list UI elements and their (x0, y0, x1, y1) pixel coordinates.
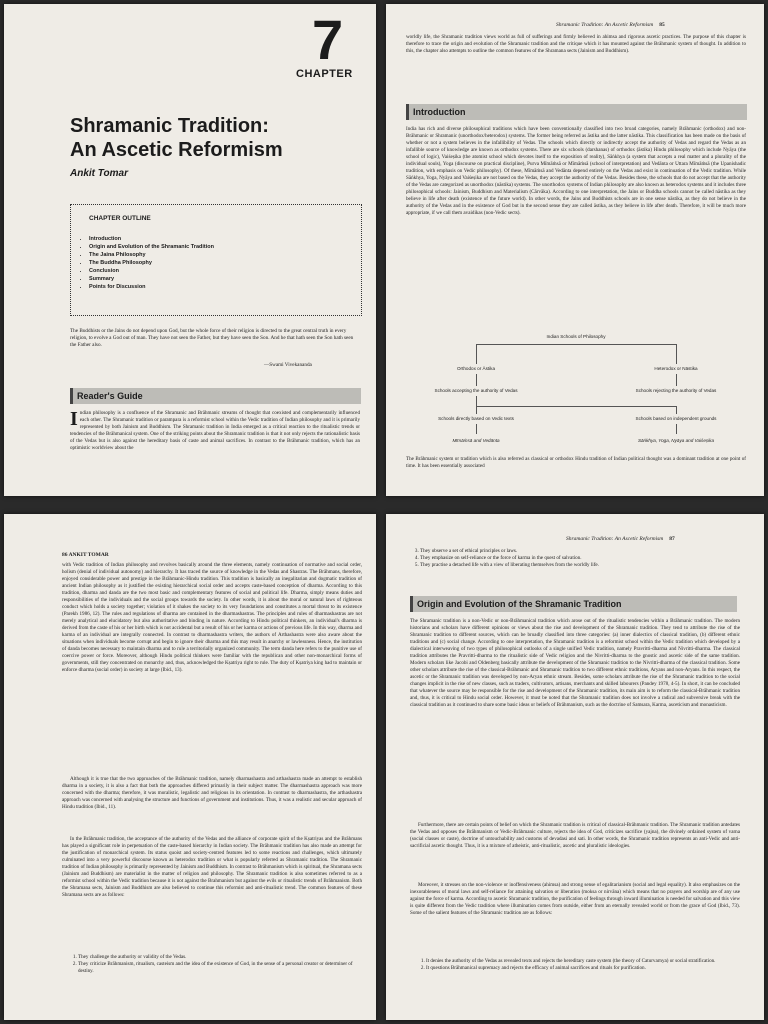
list-item: 2. It questions Brāhmanical supremacy and rejects the efficacy of animal sacrifices and rituals for purification. (426, 965, 746, 972)
origin-paragraph-3: Moreover, it stresses on the non-violence or inoffensiveness (ahimsa) and strong sense of egalitarianism (social and legal equality). It also emphasizes on the inexorableness of moral laws and self-reliance for attaining salvation or liberation (moksa or nirvāna) which means that no prayers and worship are of any use against the force of karma. According to ascetic Shramanic tradition, the purification of feelings through inward illumination is needed for salvation and this view is quite different from the Vedic tradition where illumination comes from outside, either from an eternally revealed world or from the grace of God (Ibid., 73). Some of the salient features of the Shramanic tradition are as follows: (410, 882, 740, 916)
tree-connector (476, 344, 477, 364)
chapter-outline-box (70, 204, 362, 316)
body-paragraph-2: Although it is true that the two approaches of the Brāhmanic tradition, namely dharmashastra and arthashastra made an attempt to establish dharma in a society, it is also a fact that both the approaches differed primarily in their subject matter. The dharmashastra approach was more concerned with the dharma; therefore, it was moralistic, legalistic and religious in its orientation. In contrast to dharmashastra, the arthashastra approach was concerned with analysing the structure and functions of government and institutions. Thus, it was a realistic and secular approach of Hindu tradition (Ibid., 11). (62, 776, 362, 810)
readers-guide-heading: Reader's Guide (70, 388, 361, 404)
tree-connector (476, 396, 477, 406)
chapter-author: Ankit Tomar (70, 168, 128, 179)
chapter-title-line-1: Shramanic Tradition: (70, 115, 269, 137)
outline-item: • Introduction (89, 235, 214, 243)
chapter-title (70, 114, 283, 162)
salient-features-list (412, 958, 746, 972)
outline-title: CHAPTER OUTLINE (89, 215, 151, 222)
chapter-number: 7 (312, 8, 344, 71)
drop-cap: I (70, 410, 78, 430)
outline-list (77, 235, 214, 291)
body-paragraph-3: In the Brāhmanic tradition, the acceptance of the authority of the Vedas and the alliance of corporate spirit of the Kṣatriyas and the Brāhmans has played a significant role in perpetuation of the caste-based hierarchy in Indian society. The Brāhmanic tradition has also made an attempt for the justification of monarchical system. Its status quoist and society-centred features led to some reactions and challenges, which ultimately culminated into a very powerful discourse known as heterodox tradition or what is popularly referred as Shramanic tradition. The Shramanic tradition of Indian philosophy is primarily represented by Jainism and Buddhism. In contrast to Brāhmanism which is spiritual, the Shramana sects (Jainism and Buddhism) are materialist in the matter of religion and philosophy. The Shramanic tradition is also sometimes referred to as a reformist school within the Vedic tradition because it is not against the Brahmanism but against the evils or ritualistic trends of Brāhmanism. Both the Shramana sects, Jainism and Buddhism are also believed to continue this reformist and anti-ritualistic trend. The common features of these Shramana sects are as follows: (62, 836, 362, 898)
outline-item: • Origin and Evolution of the Shramanic Tradition (89, 243, 214, 251)
page-number: 87 (669, 536, 675, 542)
page-number: 85 (659, 22, 665, 28)
list-item: 1. It denies the authority of the Vedas as revealed texts and rejects the hereditary caste system (the theory of Caturvarnya) or social stratification. (426, 958, 746, 965)
tree-node-rejecting: Schools rejecting the authority of Vedas (635, 388, 717, 393)
tree-node-vedic-texts: Schools directly based on Vedic texts (438, 416, 514, 421)
tree-connector (676, 406, 677, 414)
origin-paragraph-1: The Shramanic tradition is a non-Vedic or non-Brāhmanical tradition which arose out of the ritualistic tendencies within a Brāhmanic tradition. The modern historians and scholars have different opinions or views about the rise and development of the Shramanic tradition. They tend to attribute the rise of the Shramanic tradition to different sources, which can be broadly classified into three categories: (a) inner dialectics of classical tradition, (b) different ethnic traditions and (c) social change. According to one interpretation, the Shramanic tradition is a reformist school within the Vedic tradition which developed by a dialectical interweaving of two types of philosophical outlooks of a single unified Vedic tradition, namely Pravritti-dharma and Nivritti-dharma. The classical tradition attributes the Pravritti-dharma to the ritualistic side of Vedic religion and the Nivritti-dharma to the gnostic and ascetic side of the same tradition. Modern scholars like Jacobi and Oldenberg basically attribute the development of the Shramanic tradition to the Nivritti-dharma of the classical tradition. Some other scholars attribute the rise of the classical-Brāhmanic and Shramanic tradition to two different ethnic traditions, Aryans and non-Aryans. In this respect, the ascetic or the Shramanic tradition was developed by non-Aryan ethnic stream. Besides, some scholars attribute the rise of the Shramanic tradition to the social changes implicit in the rise of new classes, such as traders, cultivators, artisans, merchants and skilled labourers (Pandey 1978, 4-5). In short, it can be concluded that whatever the source may be responsible for the rise and development of the Shramanic tradition, its main aim is to reform the classical-Brāhmanic tradition and, thus, it is critical to Hindu social order. However, it must be noted that the Shramanic tradition does not involve a radical and subversive break with the classical tradition as it continued to share some basic ideas or beliefs of Brāhmanism, such as the doctrine of Samsara, Karma, asceticism and monasticism. (410, 618, 740, 708)
epigraph-attribution: —Swami Vivekananda (264, 362, 312, 368)
list-item: 3. They observe a set of ethical principles or laws. (420, 548, 750, 555)
running-head-title: Shramanic Tradition: An Ascetic Reformism (566, 536, 664, 542)
running-head-title: Shramanic Tradition: An Ascetic Reformism (556, 22, 654, 28)
tree-node-accepting: Schools accepting the authority of Vedas (434, 388, 518, 393)
page-86 (4, 514, 376, 1020)
intro-paragraph: worldly life, the Shramanic tradition views world as full of sufferings and firmly believed in ahimsa and rigorous ascetic practices. The purpose of this chapter is therefore to trace the origin and evolution of the Shramanic tradition and the critique which it has mounted against the Brāhmanic system of thought. In addition to this, the chapter also attempts to outline the common features of the Shramana sects (Jainism and Buddhism). (406, 34, 746, 54)
page-85 (386, 4, 764, 496)
tree-connector (476, 406, 477, 414)
readers-guide-body: ndian philosophy is a confluence of the Shramanic and Brāhmanic streams of thought that coexisted and complementarily influenced each other. The Shramanic tradition or parampara is a reformist school within the Vedic tradition of Indian philosophy and it is primarily represented by both Jainism and Buddhism. The Shramanic tradition in India emerged as a critical reaction to the ritualistic trends or tendencies of the Brāhmanical system. One of the striking points about the Shramanic tradition is that it not only rejects the rationalistic basis of the Vedas but is also against the hereditary basis of caste and animal sacrifices. In contrast to the Brāhmanic tradition, which has an optimistic worldview about the (70, 410, 360, 451)
readers-guide-text (70, 410, 360, 494)
tree-node-independent: Schools based on independent grounds (635, 416, 717, 421)
introduction-text: India has rich and diverse philosophical traditions which have been conventionally classified into two broad categories, namely Brāhmanic (orthodox) and non-Brāhmanic or Shramanic (unorthodox/heterodox) systems. The former being referred as āstika and the latter nāstika. This classification has been made on the basis of whether or not a system believes in the infallibility of Vedas. The schools which directly or indirectly accept the authority of Vedas and regard the Vedas as an infallible source of knowledge are known as orthodox systems. There are six schools (darshanas) of orthodox (āstika) Hindu philosophy which include Nyāya (the school of logic), Vaiśeṣika (the atomist school which devotes itself to the exposition of reality), Sāṅkhya (a system that accepts a real matter and a plurality of the individual souls), Yoga (discourse on practical discipline), Purva Mīmāṁsā or Mīmāṁsā (school of interpretation) and Vedānta or Uttara Mīmāṁsā (the Upanishadic tradition, with emphasis on Vedic philosophy). Of these, Mīmāṁsā and Vedānta depend entirely on the Vedas and exist in continuation of the Vedic tradition. While Sāṅkhya, Yoga, Nyāya and Vaiśeṣika are not based on the Vedas, they accept the authority of the Vedas. Besides these, the schools that do not accept that the authority of the Vedas are categorized as unorthodox (nāstika) systems. The unorthodox systems of Indian philosophy are also known as heterodox systems and it includes three philosophical schools: Jainism, Buddhism and Materialism (Cārvāka). According to one interpretation, the Jains or Buddha schools cannot be called nāstika as they believe in life after death (existence of the future world). In other words, the Jains and Buddhists schools are in one sense nāstika, as they do not believe in the authority of the Vedas and in the existence of God but in the second sense they are called āstika, as they believe in life after death. Therefore, it will be much more appropriate, if we call them avaidikas (non-Vedic sects). (406, 126, 746, 216)
features-list-continued (406, 548, 750, 569)
tree-connector (476, 344, 676, 345)
tree-connector (676, 424, 677, 434)
list-item: 4. They emphasize on self-reliance or the force of karma in the quest of salvation. (420, 555, 750, 562)
tree-root: Indian Schools of Philosophy (546, 334, 606, 339)
outline-item: • The Buddha Philosophy (89, 259, 214, 267)
outline-item: • Summary (89, 275, 214, 283)
closing-paragraph: The Brāhmanic system or tradition which is also referred as classical or orthodox Hindu tradition of Indian political thought was a dominant tradition at one point of time. It has been essentially associated (406, 456, 746, 469)
body-paragraph-1: with Vedic tradition of Indian philosophy and revolves basically around the three elements, namely continuation of normative and social order, holism (denial of individual autonomy) and hierarchy. It has traced the source of knowledge in the Vedas and Shastras. The Brāhmans, therefore, enjoyed considerable power and prestige in the Brāhmanic-Hindu tradition. This tradition is basically an inegalitarian and dogmatic tradition of ancient Indian philosophy as it justified the existing hierarchical social order and accepts caste-based conception of dharma. According to this tradition, dharma and danda are the two most basic and complementary features of social and political life. Dharma, simply means duties and responsibilities of the individuals and the social groups towards the society. In other words, it is about the moral or natural laws of righteous conduct which holds a society together; violation of it shakes the society to its very foundations and constitutes a mortal threat to its existence (Parekh 1986, 12). The rules and regulations of dharma are contained in the dharmashastras. The principles and rules of dharmashastras are not merely analytical and elucidatory but also authoritative and binding in nature. According to Hindu political thinkers, an individual's dharma is derived from the caste of his or her birth which is not accidental but a result of his or her karma or actions of previous life. In this way, dharma and karma of an individual are integrally connected. In contrast to dharmashastra writers, the authors of Arthashastra were also aware about the situations when individuals become corrupt and begin to ignore their dharma and this may result in anarchy or lawlessness. Hence, the institution of danda becomes necessary to maintain dharma and to rule a territorially organized community. The term danda here refers to the punitive use of coercive power or force. Moreover, although Hindu political thinkers were familiar with the republican and other non-monarchical forms of governments, still they concentrated on monarchy and, thus, acknowledged the Kṣatriya right to rule. The duty of Kṣatriya king had to maintain or enforce dharma (social order) in society at large (Ibid., 13). (62, 562, 362, 673)
outline-item: • The Jaina Philosophy (89, 251, 214, 259)
tree-leaf-sankhya: Sāṅkhya, Yoga, Nyāya and Vaiśeṣika (637, 438, 715, 443)
tree-leaf-mimamsa: Mīmāṁsā and Vedānta (452, 438, 500, 443)
chapter-label: CHAPTER (296, 68, 353, 80)
running-head (566, 536, 675, 542)
features-list-start (64, 954, 368, 975)
outline-item: • Points for Discussion (89, 283, 214, 291)
page-87 (386, 514, 764, 1020)
tree-node-heterodox: Heterodox or Nāstika (654, 366, 698, 371)
list-item: 5. They practise a detached life with a view of liberating themselves from the worldly life. (420, 562, 750, 569)
running-head (62, 552, 109, 558)
tree-connector (476, 374, 477, 386)
list-item: 1. They challenge the authority or validity of the Vedas. (78, 954, 368, 961)
tree-connector (476, 424, 477, 434)
tree-connector (676, 344, 677, 364)
page-84 (4, 4, 376, 496)
epigraph-quote: The Buddhists or the Jains do not depend upon God, but the whole force of their religion is directed to the great central truth in every religion, to evolve a God out of man. They have not seen the Father, but they have seen the Son. And he that hath seen the Son hath seen the Father also. (70, 328, 354, 348)
chapter-title-line-2: An Ascetic Reformism (70, 139, 283, 161)
list-item: 2. They criticize Brāhmanism, ritualism, casteism and the idea of the existence of God, in the sense of a personal creator or determiner of destiny. (78, 961, 368, 975)
page-number: 86 (62, 552, 68, 558)
origin-evolution-heading: Origin and Evolution of the Shramanic Tradition (410, 596, 737, 612)
tree-connector (676, 374, 677, 386)
introduction-heading: Introduction (406, 104, 747, 120)
philosophy-tree-diagram (386, 4, 764, 496)
origin-paragraph-2: Furthermore, there are certain points of belief on which the Shramanic tradition is critical of classical-Brāhmanic tradition. The Shramanic tradition antedates the Vedas and opposes the Brāhmanism or Vedic-Brāhmanic culture, rejects the idea of God, criticizes sacrifice (yajna), the divinely ordained system of varna (social classes or caste), doctrine of untouchability and customs of devadasi and sati. In other words, the Shramanic tradition represents an anti-Vedic and anti-sacrificial ascetic thought. Thus, it is a mixture of atheistic, anti-ritualistic, ascetic and pluralistic ideologies. (410, 822, 740, 849)
running-head-author: ANKIT TOMAR (68, 552, 109, 558)
tree-node-orthodox: Orthodox or Āstika (456, 366, 496, 371)
outline-item: • Conclusion (89, 267, 214, 275)
tree-connector (476, 406, 676, 407)
